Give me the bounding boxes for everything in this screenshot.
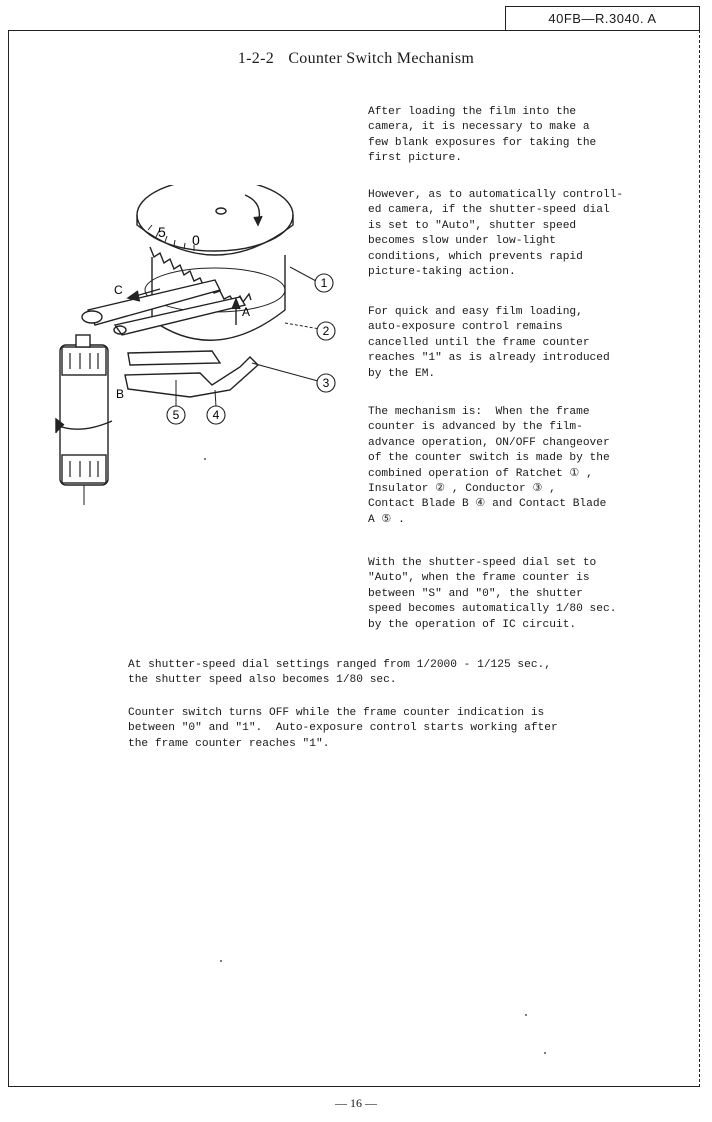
paragraph-auto-dial: With the shutter-speed dial set to "Auto", when the frame counter is between "S" and "0", the shutter speed becomes automatically 1/80 sec. by the operation of IC circuit. — [368, 557, 617, 631]
label-c: C — [114, 283, 123, 297]
counter-switch-diagram — [40, 185, 360, 505]
section-heading — [0, 50, 712, 68]
label-a: A — [242, 305, 251, 319]
label-b: B — [116, 387, 125, 401]
scan-speck — [204, 458, 206, 460]
section-title: Counter Switch Mechanism — [288, 50, 475, 67]
document-code-box — [505, 6, 700, 30]
callout-1: 1 — [320, 276, 328, 290]
scan-speck — [220, 960, 222, 962]
paragraph-shutter-settings: At shutter-speed dial settings ranged from 1/2000 - 1/125 sec., the shutter speed also becomes 1/80 sec. — [128, 659, 551, 687]
page-number: — 16 — — [335, 1096, 377, 1110]
dial-mark-0: 0 — [192, 232, 200, 248]
scan-speck — [525, 1014, 527, 1016]
section-number: 1-2-2 — [237, 50, 274, 67]
paragraph-film-loading: For quick and easy film loading, auto-exposure control remains cancelled until the frame counter reaches "1" as is already introduced by the EM. — [368, 306, 610, 380]
paragraph-intro: After loading the film into the camera, it is necessary to make a few blank exposures for taking the first picture. — [368, 106, 597, 165]
scan-speck — [544, 1052, 546, 1054]
paragraph-counter-off: Counter switch turns OFF while the frame counter indication is between "0" and "1". Auto-exposure control starts working after the frame counter reaches "1". — [128, 707, 558, 750]
document-code: 40FB—R.3040. A — [548, 11, 657, 26]
callout-3: 3 — [322, 376, 330, 390]
paragraph-mechanism: The mechanism is: When the frame counter is advanced by the film- advance operation, ON/OFF changeover of the counter switch is made by the combined operation of Ratchet ① , Insulator ② , Conductor ③ , Contact Blade B ④ and Contact Blade A ⑤ . — [368, 406, 610, 526]
paragraph-auto-exposure: However, as to automatically controll- ed camera, if the shutter-speed dial is set to "Auto", shutter speed becomes slow under low-light conditions, which prevents rapid picture-taking action. — [368, 189, 624, 279]
callout-2: 2 — [322, 324, 330, 338]
dial-mark-5: 5 — [158, 224, 166, 240]
callout-5: 5 — [172, 408, 180, 422]
callout-4: 4 — [212, 408, 220, 422]
